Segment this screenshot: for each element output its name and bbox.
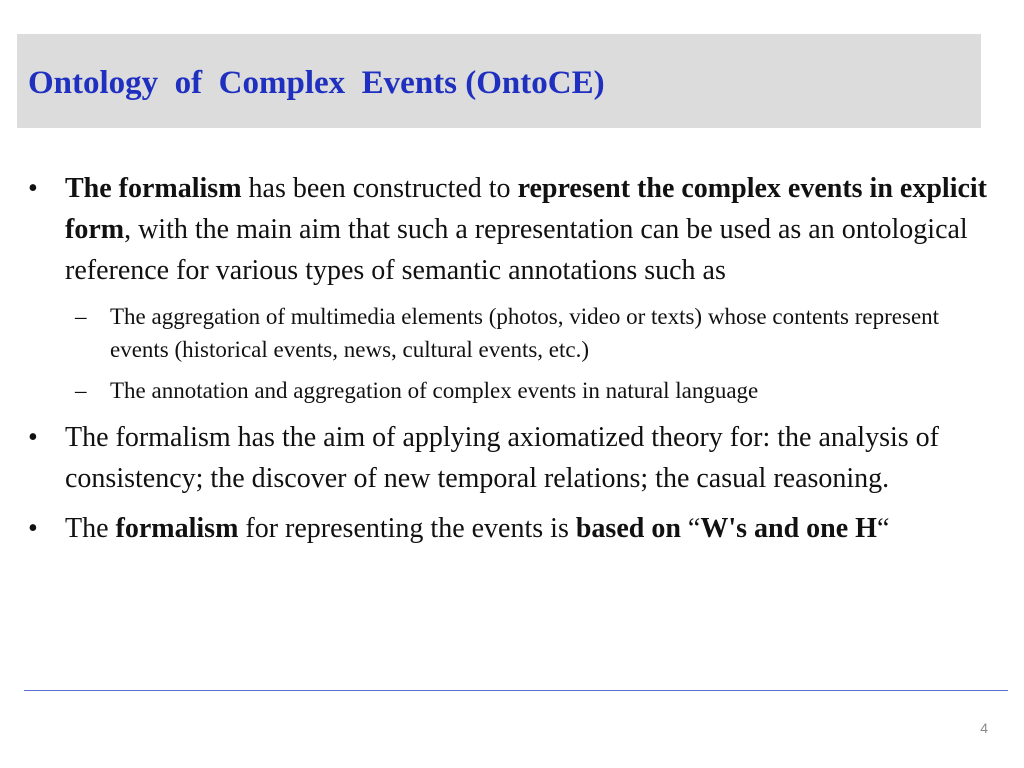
slide-title: Ontology of Complex Events (OntoCE) <box>28 65 605 101</box>
sub-bullet-text: The aggregation of multimedia elements (photos, video or texts) whose contents represent events (historical events, news, cultural events, etc.) <box>110 304 940 362</box>
plain-text: has been constructed to <box>241 173 518 204</box>
bullet-item-2 <box>28 417 988 499</box>
dash-marker: – <box>75 378 87 403</box>
sub-bullet-text: The annotation and aggregation of complex events in natural language <box>110 378 759 403</box>
page-number: 4 <box>980 720 988 736</box>
sub-bullet-list <box>28 300 988 407</box>
slide-content <box>28 168 988 558</box>
footer-divider <box>24 690 1008 691</box>
bullet-item-3 <box>28 508 988 549</box>
bold-text: represent the complex events in explicit form <box>65 173 987 245</box>
plain-text: “ <box>680 513 701 544</box>
bullet-3-text <box>65 513 889 544</box>
title-bar <box>17 34 981 128</box>
sub-bullet-item-1 <box>28 300 988 366</box>
plain-text: The <box>65 513 116 544</box>
sub-bullet-item-2 <box>28 374 988 407</box>
plain-text: “ <box>876 513 890 544</box>
bullet-marker: • <box>28 422 38 453</box>
plain-text: , with the main aim that such a representation can be used as an ontological reference for various types of semantic annotations such as <box>65 214 968 286</box>
bullet-marker: • <box>28 173 38 204</box>
bold-text: W's and one H <box>700 513 877 544</box>
bold-text: formalism <box>115 513 239 544</box>
bullet-marker: • <box>28 513 38 544</box>
bullet-item-1 <box>28 168 988 291</box>
bold-text: based on <box>575 513 681 544</box>
bold-text: The formalism <box>65 173 242 204</box>
bullet-2-text: The formalism has the aim of applying axiomatized theory for: the analysis of consistency; the discover of new temporal relations; the casual reasoning. <box>65 422 939 494</box>
plain-text: for representing the events is <box>238 513 576 544</box>
dash-marker: – <box>75 304 87 329</box>
bullet-1-text <box>65 173 987 286</box>
